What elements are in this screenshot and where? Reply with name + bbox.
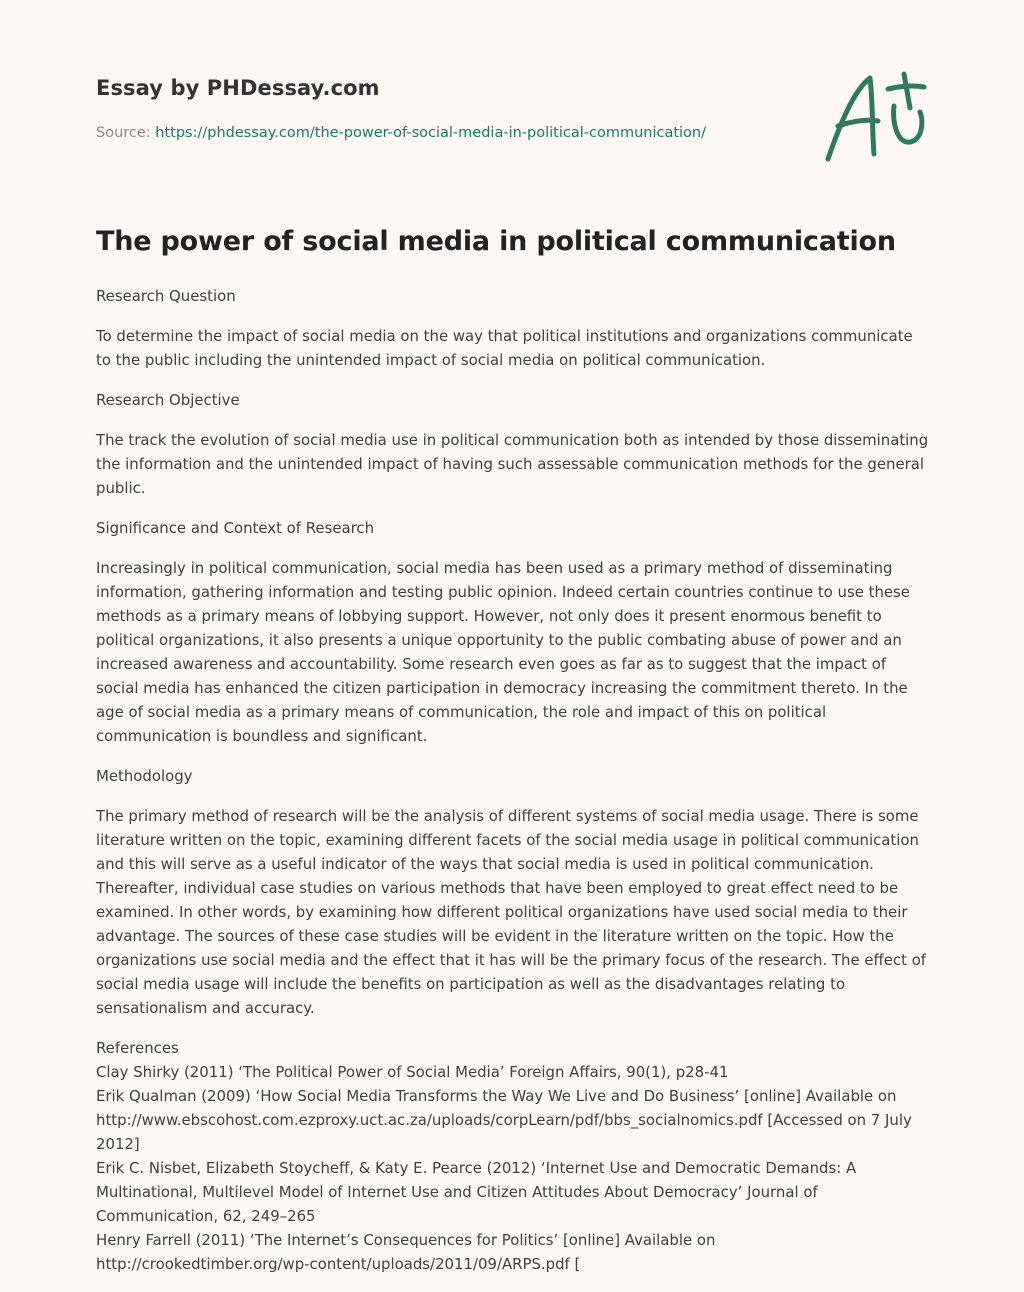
source-label: Source: bbox=[96, 125, 151, 141]
paragraph: The primary method of research will be the analysis of different systems of social media usage. There is some literature written on the topic, examining different facets of the social media usage in political communication and this will serve as a useful indicator of the ways that social media is used in political communication. Thereafter, individual case studies on various methods that have been employed to great effect need to be examined. In other words, by examining how different political organizations have used social media to their advantage. The sources of these case studies will be evident in the literature written on the topic. How the organizations use social media and the effect that it has will be the primary focus of the research. The effect of social media usage will include the benefits on participation as well as the disadvantages relating to sensationalism and accuracy. bbox=[96, 807, 927, 1017]
section-heading: Significance and Context of Research bbox=[96, 519, 375, 537]
reference-item: Henry Farrell (2011) ‘The Internet’s Consequences for Politics’ [online] Available on http://crookedtimber.org/wp-content/uploads/2011/09/ARPS.pdf [ bbox=[96, 1231, 716, 1273]
section-heading: Research Objective bbox=[96, 391, 240, 409]
site-title: Essay by PHDessay.com bbox=[96, 76, 380, 100]
reference-item: Clay Shirky (2011) ‘The Political Power of Social Media’ Foreign Affairs, 90(1), p28-41 bbox=[96, 1063, 729, 1081]
a-plus-icon bbox=[818, 66, 930, 166]
reference-item: Erik Qualman (2009) ‘How Social Media Transforms the Way We Live and Do Business’ [online] Available on http://www.ebscohost.com.ezproxy.uct.ac.za/uploads/corpLearn/pdf/bbs_socialnomics.pdf [Accessed on 7 July 2012] bbox=[96, 1087, 912, 1153]
section-heading: Research Question bbox=[96, 287, 236, 305]
section-heading: Methodology bbox=[96, 767, 193, 785]
essay-body bbox=[96, 284, 932, 1276]
source-link[interactable]: https://phdessay.com/the-power-of-social-media-in-political-communication/ bbox=[155, 125, 706, 141]
paragraph: The track the evolution of social media use in political communication both as intended by those disseminating the information and the unintended impact of having such assessable communication methods for the general public. bbox=[96, 431, 929, 497]
references-heading: References bbox=[96, 1039, 179, 1057]
reference-item: Erik C. Nisbet, Elizabeth Stoycheff, & Katy E. Pearce (2012) ‘Internet Use and Democratic Demands: A Multinational, Multilevel Model of Internet Use and Citizen Attitudes About Democracy’ Journal of Communication, 62, 249–265 bbox=[96, 1159, 857, 1225]
paragraph: To determine the impact of social media on the way that political institutions and organizations communicate to the public including the unintended impact of social media on political communication. bbox=[96, 327, 913, 369]
paragraph: Increasingly in political communication, social media has been used as a primary method of disseminating information, gathering information and testing public opinion. Indeed certain countries continue to use these methods as a primary means of lobbying support. However, not only does it present enormous benefit to political organizations, it also presents a unique opportunity to the public combating abuse of power and an increased awareness and accountability. Some research even goes as far as to suggest that the impact of social media has enhanced the citizen participation in democracy increasing the commitment thereto. In the age of social media as a primary means of communication, the role and impact of this on political communication is boundless and significant. bbox=[96, 559, 910, 745]
essay-title: The power of social media in political communication bbox=[96, 226, 896, 257]
references-list bbox=[96, 1036, 932, 1276]
source-line bbox=[96, 125, 706, 141]
